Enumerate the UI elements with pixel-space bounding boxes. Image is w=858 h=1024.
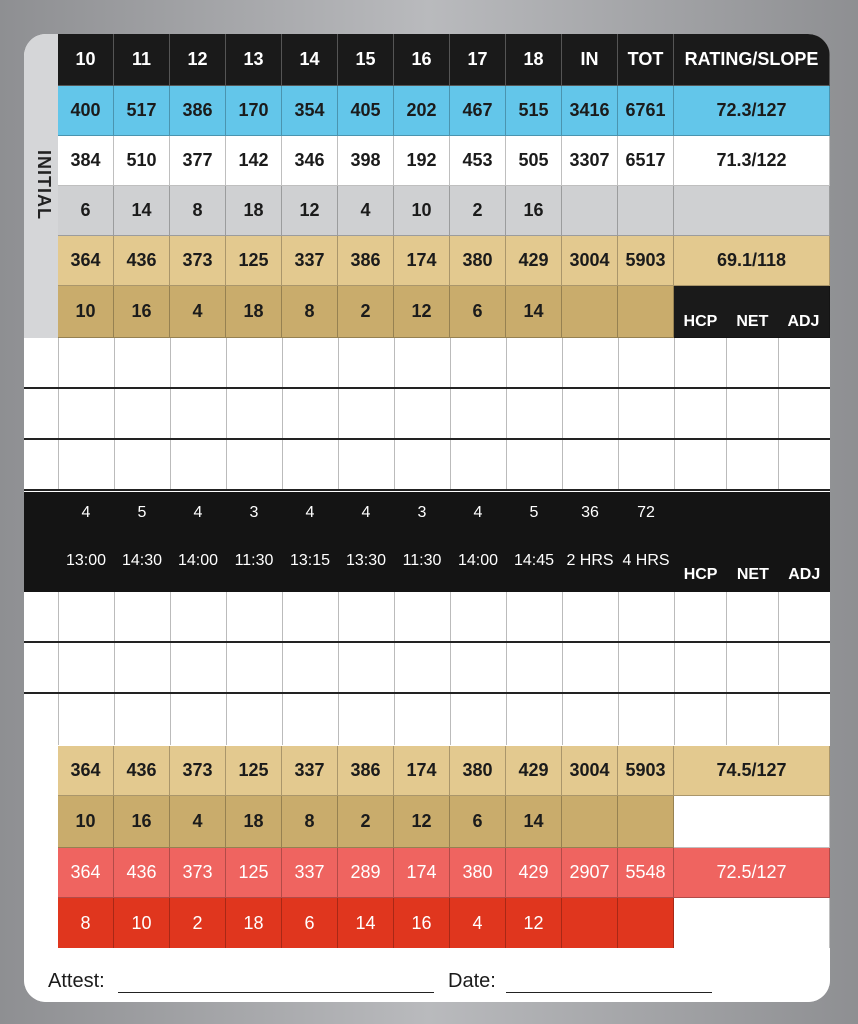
yardage-cell: 337	[282, 848, 338, 898]
score-column-divider	[618, 338, 619, 387]
yardage-cell: 354	[282, 86, 338, 136]
score-column-divider	[618, 694, 619, 745]
score-column-divider	[394, 694, 395, 745]
score-column-divider	[58, 338, 59, 387]
score-row[interactable]	[24, 440, 830, 491]
score-column-divider	[58, 694, 59, 745]
yardage-cell: 453	[450, 136, 506, 186]
score-column-divider	[114, 694, 115, 745]
handicap-cell: 16	[506, 186, 562, 236]
handicap-cell: 12	[282, 186, 338, 236]
hcp-label: HCP	[683, 566, 718, 583]
hole-header: 15	[338, 34, 394, 86]
score-column-divider	[114, 389, 115, 438]
score-column-divider	[450, 643, 451, 692]
tot-total-cell: 6517	[618, 136, 674, 186]
score-column-divider	[338, 338, 339, 387]
handicap-cell: 12	[506, 898, 562, 950]
in-header: IN	[562, 34, 618, 86]
score-column-divider	[726, 389, 727, 438]
handicap-cell: 14	[506, 796, 562, 848]
score-column-divider	[618, 440, 619, 489]
score-row[interactable]	[24, 389, 830, 440]
score-column-divider	[170, 643, 171, 692]
hcp-net-adj-header	[674, 286, 830, 338]
score-column-divider	[226, 338, 227, 387]
handicap-cell: 12	[394, 796, 450, 848]
score-column-divider	[58, 592, 59, 641]
score-column-divider	[114, 338, 115, 387]
time-in-total: 2 HRS	[566, 552, 614, 569]
rating-cell: 69.1/118	[674, 236, 830, 286]
score-column-divider	[778, 592, 779, 641]
handicap-cell: 4	[338, 186, 394, 236]
time-value: 13:30	[345, 552, 387, 569]
handicap-cell: 16	[394, 898, 450, 950]
time-value: 11:30	[402, 552, 442, 569]
time-value: 14:00	[177, 552, 219, 569]
score-column-divider	[226, 389, 227, 438]
handicap-cell: 10	[58, 286, 114, 338]
handicap-cell: 2	[338, 286, 394, 338]
score-entry-area-1	[24, 338, 830, 491]
yardage-cell: 174	[394, 746, 450, 796]
score-column-divider	[450, 694, 451, 745]
par-value: 4	[81, 504, 91, 521]
score-column-divider	[226, 440, 227, 489]
yardage-cell: 142	[226, 136, 282, 186]
handicap-cell: 2	[338, 796, 394, 848]
handicap-cell: 10	[58, 796, 114, 848]
score-column-divider	[394, 643, 395, 692]
score-column-divider	[394, 389, 395, 438]
par-value: 4	[473, 504, 483, 521]
score-column-divider	[226, 694, 227, 745]
score-column-divider	[58, 440, 59, 489]
handicap-cell: 2	[450, 186, 506, 236]
score-column-divider	[674, 592, 675, 641]
handicap-cell: 18	[226, 286, 282, 338]
score-column-divider	[562, 643, 563, 692]
score-column-divider	[726, 440, 727, 489]
blank-rating-cell	[674, 796, 830, 848]
date-signature-line[interactable]	[506, 992, 712, 993]
yardage-cell: 174	[394, 848, 450, 898]
yardage-cell: 364	[58, 236, 114, 286]
rating-slope-header: RATING/SLOPE	[674, 34, 830, 86]
yardage-cell: 125	[226, 746, 282, 796]
score-column-divider	[114, 592, 115, 641]
score-column-divider	[170, 694, 171, 745]
par-time-block	[24, 492, 830, 592]
tot-total-cell: 5903	[618, 236, 674, 286]
yardage-cell: 125	[226, 236, 282, 286]
tot-total-cell: 5548	[618, 848, 674, 898]
handicap-cell: 10	[394, 186, 450, 236]
score-column-divider	[282, 440, 283, 489]
score-column-divider	[726, 338, 727, 387]
yardage-cell: 505	[506, 136, 562, 186]
score-column-divider	[58, 643, 59, 692]
time-value: 13:00	[65, 552, 107, 569]
hcp-net-adj-header-2	[674, 566, 830, 584]
score-entry-area-2	[24, 592, 830, 745]
score-column-divider	[506, 338, 507, 387]
score-column-divider	[778, 440, 779, 489]
yardage-cell: 373	[170, 236, 226, 286]
score-column-divider	[282, 694, 283, 745]
time-value: 14:00	[457, 552, 499, 569]
score-row[interactable]	[24, 694, 830, 745]
yardage-cell: 386	[170, 86, 226, 136]
par-value: 4	[361, 504, 371, 521]
yardage-cell: 398	[338, 136, 394, 186]
top-table	[58, 34, 830, 338]
attest-label: Attest:	[48, 970, 105, 992]
initial-label: INITIAL	[34, 150, 54, 220]
scorecard	[24, 34, 830, 1002]
tot-total-cell	[618, 186, 674, 236]
handicap-cell: 4	[170, 796, 226, 848]
par-value: 3	[417, 504, 427, 521]
handicap-cell: 18	[226, 186, 282, 236]
handicap-cell: 8	[58, 898, 114, 950]
yardage-cell: 429	[506, 848, 562, 898]
yardage-cell: 192	[394, 136, 450, 186]
score-column-divider	[114, 643, 115, 692]
score-column-divider	[338, 643, 339, 692]
in-total-cell: 3004	[562, 236, 618, 286]
score-column-divider	[282, 389, 283, 438]
yardage-cell: 202	[394, 86, 450, 136]
blank-rating-cell	[674, 898, 830, 950]
yardage-cell: 364	[58, 746, 114, 796]
handicap-cell: 18	[226, 796, 282, 848]
in-total-cell	[562, 898, 618, 950]
score-column-divider	[170, 338, 171, 387]
yardage-cell: 510	[114, 136, 170, 186]
handicap-cell: 14	[114, 186, 170, 236]
score-column-divider	[226, 592, 227, 641]
hole-header: 11	[114, 34, 170, 86]
yardage-cell: 125	[226, 848, 282, 898]
score-column-divider	[562, 694, 563, 745]
in-total-cell	[562, 796, 618, 848]
score-column-divider	[506, 643, 507, 692]
score-column-divider	[778, 694, 779, 745]
handicap-cell: 8	[282, 796, 338, 848]
yardage-cell: 436	[114, 848, 170, 898]
score-column-divider	[282, 338, 283, 387]
yardage-cell: 436	[114, 746, 170, 796]
score-column-divider	[674, 440, 675, 489]
score-column-divider	[394, 592, 395, 641]
hole-header: 10	[58, 34, 114, 86]
score-column-divider	[394, 440, 395, 489]
handicap-cell: 18	[226, 898, 282, 950]
score-column-divider	[170, 440, 171, 489]
net-label: NET	[736, 313, 769, 330]
score-column-divider	[450, 592, 451, 641]
score-column-divider	[338, 694, 339, 745]
tot-total-cell: 5903	[618, 746, 674, 796]
yardage-cell: 377	[170, 136, 226, 186]
rating-cell: 71.3/122	[674, 136, 830, 186]
in-total-cell: 3307	[562, 136, 618, 186]
hcp-label: HCP	[683, 313, 718, 330]
handicap-cell: 10	[114, 898, 170, 950]
score-column-divider	[338, 440, 339, 489]
handicap-cell: 6	[58, 186, 114, 236]
yardage-cell: 337	[282, 746, 338, 796]
score-column-divider	[618, 592, 619, 641]
par-value: 3	[249, 504, 259, 521]
in-total-cell: 2907	[562, 848, 618, 898]
yardage-cell: 515	[506, 86, 562, 136]
yardage-cell: 429	[506, 236, 562, 286]
score-column-divider	[506, 694, 507, 745]
time-value: 14:30	[121, 552, 163, 569]
handicap-cell: 14	[506, 286, 562, 338]
yardage-cell: 384	[58, 136, 114, 186]
date-label: Date:	[448, 970, 496, 992]
time-value: 13:15	[289, 552, 331, 569]
hole-header: 13	[226, 34, 282, 86]
score-row[interactable]	[24, 643, 830, 694]
time-value: 14:45	[513, 552, 555, 569]
par-in-total: 36	[581, 504, 599, 521]
score-column-divider	[114, 440, 115, 489]
rating-cell: 74.5/127	[674, 746, 830, 796]
score-column-divider	[674, 694, 675, 745]
rating-cell: 72.5/127	[674, 848, 830, 898]
yardage-cell: 346	[282, 136, 338, 186]
yardage-cell: 380	[450, 746, 506, 796]
handicap-cell: 12	[394, 286, 450, 338]
score-column-divider	[778, 389, 779, 438]
score-column-divider	[450, 338, 451, 387]
in-total-cell	[562, 286, 618, 338]
handicap-cell: 6	[450, 286, 506, 338]
yardage-cell: 517	[114, 86, 170, 136]
initial-strip	[24, 34, 58, 338]
score-column-divider	[338, 389, 339, 438]
bottom-table	[58, 746, 830, 950]
score-column-divider	[726, 694, 727, 745]
score-column-divider	[726, 592, 727, 641]
yardage-cell: 289	[338, 848, 394, 898]
yardage-cell: 373	[170, 746, 226, 796]
hole-header: 16	[394, 34, 450, 86]
score-column-divider	[562, 338, 563, 387]
in-total-cell	[562, 186, 618, 236]
score-column-divider	[338, 592, 339, 641]
par-tot-total: 72	[637, 504, 655, 521]
net-label: NET	[736, 566, 769, 583]
handicap-cell: 2	[170, 898, 226, 950]
score-column-divider	[282, 643, 283, 692]
adj-label: ADJ	[787, 313, 820, 330]
time-tot-total: 4 HRS	[622, 552, 670, 569]
rating-cell	[674, 186, 830, 236]
handicap-cell: 6	[282, 898, 338, 950]
tot-total-cell	[618, 286, 674, 338]
score-column-divider	[58, 389, 59, 438]
score-column-divider	[674, 389, 675, 438]
score-column-divider	[726, 643, 727, 692]
handicap-cell: 8	[170, 186, 226, 236]
hole-header: 12	[170, 34, 226, 86]
score-row[interactable]	[24, 592, 830, 643]
yardage-cell: 380	[450, 236, 506, 286]
score-column-divider	[674, 643, 675, 692]
score-column-divider	[562, 440, 563, 489]
score-column-divider	[674, 338, 675, 387]
yardage-cell: 380	[450, 848, 506, 898]
yardage-cell: 386	[338, 746, 394, 796]
hole-header: 18	[506, 34, 562, 86]
score-column-divider	[394, 338, 395, 387]
score-column-divider	[506, 440, 507, 489]
handicap-cell: 4	[450, 898, 506, 950]
par-value: 4	[305, 504, 315, 521]
yardage-cell: 429	[506, 746, 562, 796]
yardage-cell: 174	[394, 236, 450, 286]
yardage-cell: 405	[338, 86, 394, 136]
score-column-divider	[506, 389, 507, 438]
score-column-divider	[282, 592, 283, 641]
rating-cell: 72.3/127	[674, 86, 830, 136]
tot-total-cell	[618, 898, 674, 950]
signature-footer	[24, 948, 830, 1002]
handicap-cell: 6	[450, 796, 506, 848]
adj-label: ADJ	[788, 566, 821, 583]
handicap-cell: 16	[114, 796, 170, 848]
score-column-divider	[778, 338, 779, 387]
par-value: 5	[529, 504, 539, 521]
hole-header: 14	[282, 34, 338, 86]
yardage-cell: 436	[114, 236, 170, 286]
yardage-cell: 170	[226, 86, 282, 136]
score-column-divider	[450, 389, 451, 438]
yardage-cell: 467	[450, 86, 506, 136]
score-column-divider	[778, 643, 779, 692]
hole-header: 17	[450, 34, 506, 86]
score-column-divider	[618, 643, 619, 692]
time-value: 11:30	[234, 552, 274, 569]
yardage-cell: 373	[170, 848, 226, 898]
score-column-divider	[226, 643, 227, 692]
tot-header: TOT	[618, 34, 674, 86]
yardage-cell: 386	[338, 236, 394, 286]
handicap-cell: 14	[338, 898, 394, 950]
yardage-cell: 400	[58, 86, 114, 136]
yardage-cell: 364	[58, 848, 114, 898]
handicap-cell: 8	[282, 286, 338, 338]
score-column-divider	[562, 592, 563, 641]
par-value: 5	[137, 504, 147, 521]
attest-signature-line[interactable]	[118, 992, 434, 993]
handicap-cell: 16	[114, 286, 170, 338]
score-column-divider	[562, 389, 563, 438]
par-value: 4	[193, 504, 203, 521]
score-row[interactable]	[24, 338, 830, 389]
score-column-divider	[450, 440, 451, 489]
score-column-divider	[618, 389, 619, 438]
tot-total-cell	[618, 796, 674, 848]
handicap-cell: 4	[170, 286, 226, 338]
tot-total-cell: 6761	[618, 86, 674, 136]
yardage-cell: 337	[282, 236, 338, 286]
score-column-divider	[170, 592, 171, 641]
in-total-cell: 3004	[562, 746, 618, 796]
score-column-divider	[170, 389, 171, 438]
in-total-cell: 3416	[562, 86, 618, 136]
score-column-divider	[506, 592, 507, 641]
